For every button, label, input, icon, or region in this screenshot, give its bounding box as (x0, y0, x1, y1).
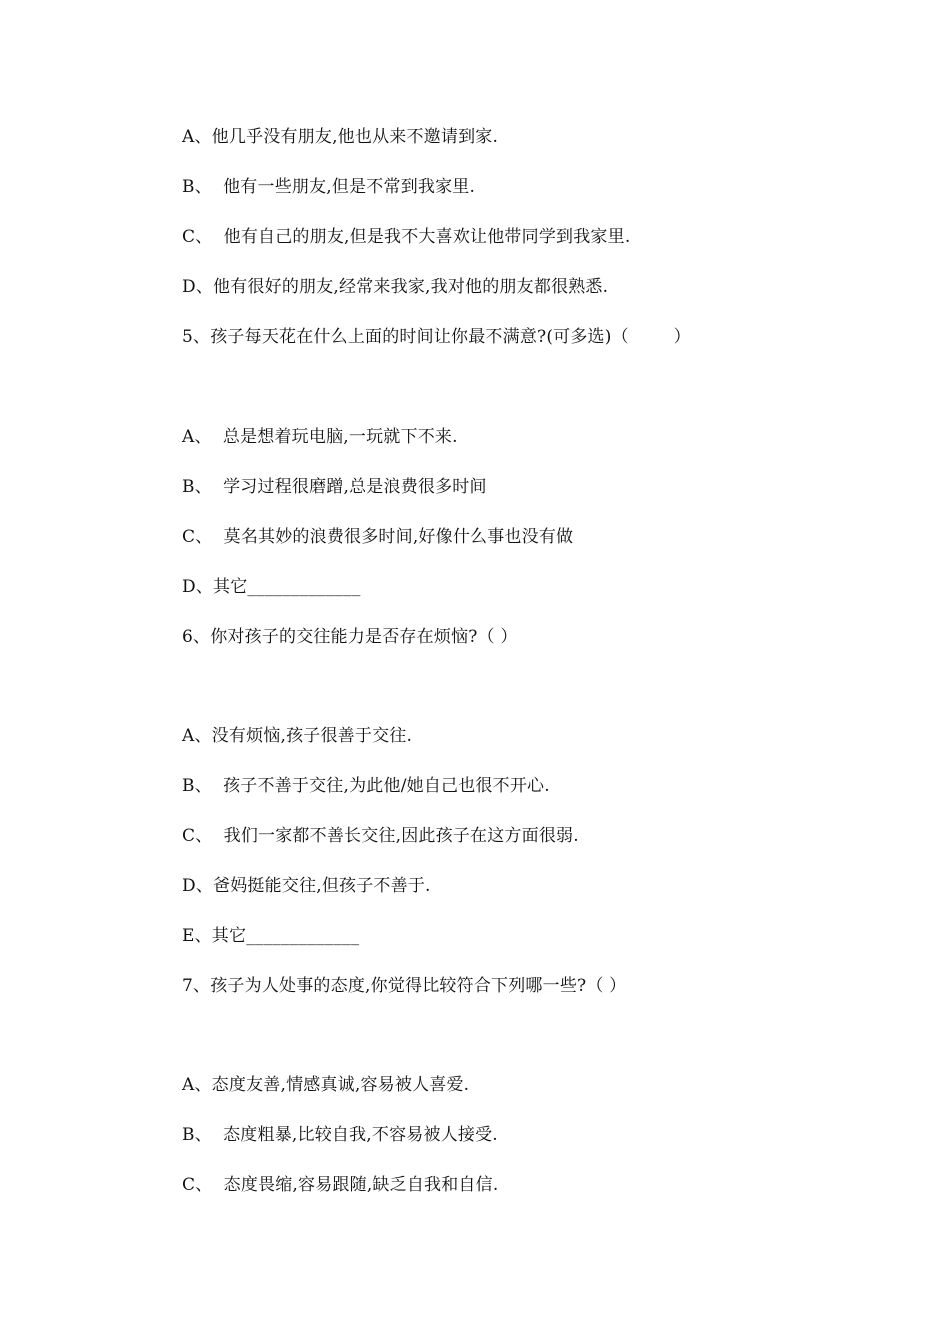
q6-option-b: B、 孩子不善于交往,为此他/她自己也很不开心. (182, 776, 550, 796)
q6-option-a: A、没有烦恼,孩子很善于交往. (182, 726, 413, 746)
q7-option-c: C、 态度畏缩,容易跟随,缺乏自我和自信. (182, 1175, 499, 1195)
q6-option-d: D、爸妈挺能交往,但孩子不善于. (182, 876, 431, 896)
q4-option-d: D、他有很好的朋友,经常来我家,我对他的朋友都很熟悉. (182, 277, 609, 297)
q6-option-c: C、 我们一家都不善长交往,因此孩子在这方面很弱. (182, 826, 579, 846)
q7-option-a: A、态度友善,情感真诚,容易被人喜爱. (182, 1075, 470, 1095)
q5-option-d: D、其它_____________ (182, 577, 361, 597)
q4-option-a: A、他几乎没有朋友,他也从来不邀请到家. (182, 127, 499, 147)
question-7: 7、孩子为人处事的态度,你觉得比较符合下列哪一些?（ ） (182, 976, 627, 996)
q4-option-b: B、 他有一些朋友,但是不常到我家里. (182, 177, 476, 197)
q6-option-e: E、其它_____________ (182, 926, 360, 946)
question-5: 5、孩子每天花在什么上面的时间让你最不满意?(可多选)（ ） (182, 327, 691, 347)
question-6: 6、你对孩子的交往能力是否存在烦恼?（ ） (182, 627, 518, 647)
q5-option-b: B、 学习过程很磨蹭,总是浪费很多时间 (182, 477, 487, 497)
q5-option-c: C、 莫名其妙的浪费很多时间,好像什么事也没有做 (182, 527, 574, 547)
q5-option-a: A、 总是想着玩电脑,一玩就下不来. (182, 427, 458, 447)
q4-option-c: C、 他有自己的朋友,但是我不大喜欢让他带同学到我家里. (182, 227, 631, 247)
q7-option-b: B、 态度粗暴,比较自我,不容易被人接受. (182, 1125, 498, 1145)
